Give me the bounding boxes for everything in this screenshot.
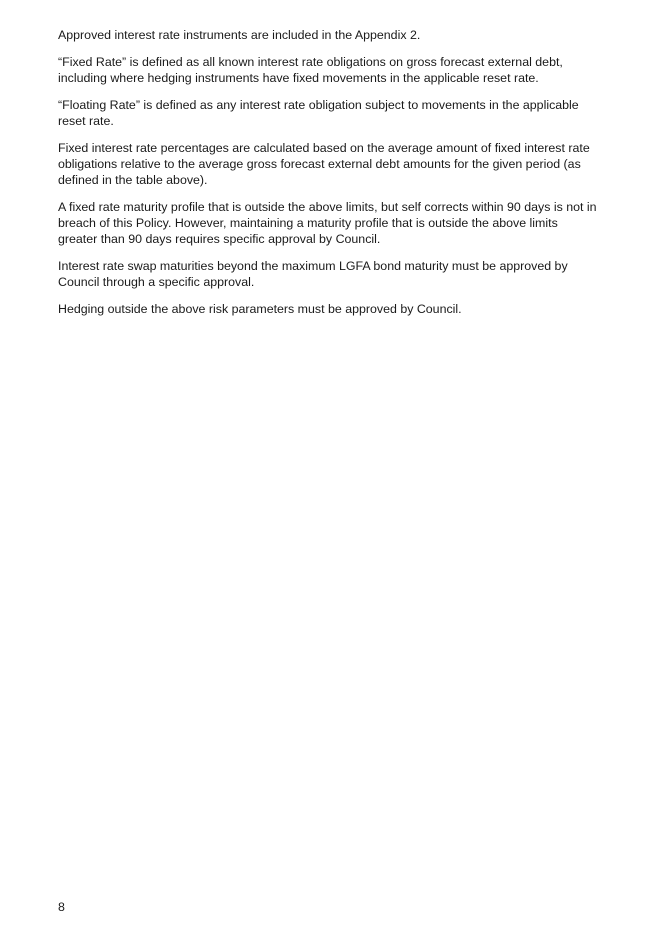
paragraph-hedging-parameters: Hedging outside the above risk parameters must be approved by Council.: [58, 302, 462, 316]
page-number: 8: [58, 900, 65, 914]
paragraph-maturity-profile: A fixed rate maturity profile that is outside the above limits, but self corrects within 90 days is not in breach of this Policy. However, maintaining a maturity profile that is outside the above limits greater than 90 days requires specific approval by Council.: [58, 200, 597, 246]
paragraph-fixed-rate-definition: “Fixed Rate” is defined as all known interest rate obligations on gross forecast external debt, including where hedging instruments have fixed movements in the applicable reset rate.: [58, 55, 563, 85]
paragraph-fixed-rate-percentages: Fixed interest rate percentages are calculated based on the average amount of fixed interest rate obligations relative to the average gross forecast external debt amounts for the given period (as defined in the table above).: [58, 141, 590, 187]
document-body: [58, 27, 598, 328]
paragraph-floating-rate-definition: “Floating Rate” is defined as any interest rate obligation subject to movements in the applicable reset rate.: [58, 98, 579, 128]
paragraph-approved-instruments: Approved interest rate instruments are included in the Appendix 2.: [58, 28, 421, 42]
paragraph-swap-maturities: Interest rate swap maturities beyond the maximum LGFA bond maturity must be approved by Council through a specific approval.: [58, 259, 568, 289]
